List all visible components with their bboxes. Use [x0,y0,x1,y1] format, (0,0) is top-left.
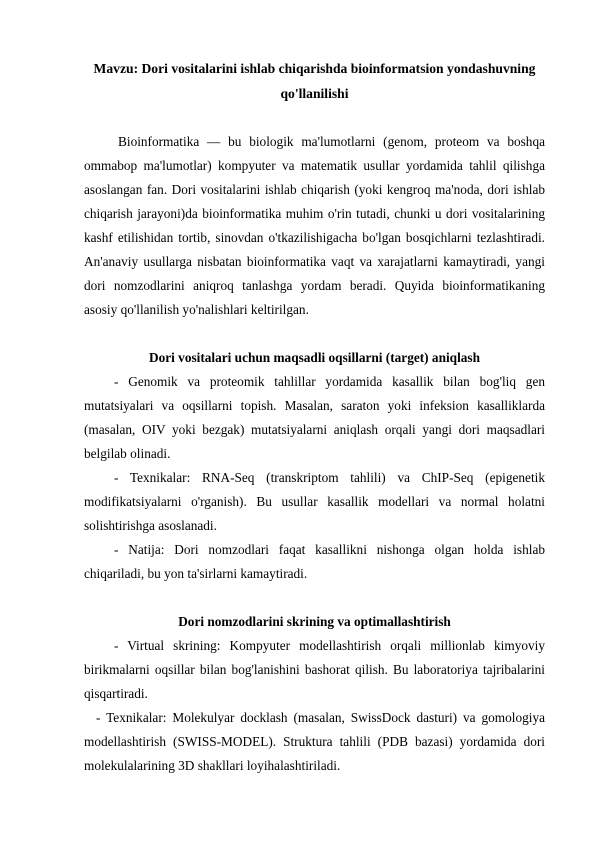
intro-paragraph: Bioinformatika — bu biologik ma'lumotlarni (genom, proteom va boshqa ommabop ma'lumotlar) kompyuter va matematik usullar yordamida tahlil qilishga asoslangan fan. Dori vositalarini ishlab chiqarish (yoki kengroq ma'noda, dori ishlab chiqarish jarayoni)da bioinformatika muhim o'rin tutadi, chunki u dori vositalarining kashf etilishidan tortib, sinovdan o'tkazilishigacha bo'lgan bosqichlarni tezlashtiradi. An'anaviy usullarga nisbatan bioinformatika vaqt va xarajatlarni kamaytiradi, yangi dori nomzodlarini aniqroq tanlashga yordam beradi. Quyida bioinformatikaning asosiy qo'llanilish yo'nalishlari keltirilgan. [84,134,545,317]
list-item: - Genomik va proteomik tahlillar yordamida kasallik bilan bog'liq gen mutatsiyalari va oqsillarni topish. Masalan, saraton yoki infeksion kasalliklarda (masalan, OIV yoki bezgak) mutatsiyalarni aniqlash orqali yangi dori maqsadlari belgilab olinadi. [84,374,545,461]
document-title: Mavzu: Dori vositalarini ishlab chiqarishda bioinformatsion yondashuvning qo'llanilishi [93,61,536,101]
section-heading-screening: Dori nomzodlarini skrining va optimallashtirish [178,614,451,629]
spacer [84,586,545,610]
section-heading-target: Dori vositalari uchun maqsadli oqsillarni (target) aniqlash [149,350,480,365]
list-item: - Natija: Dori nomzodlari faqat kasallikni nishonga olgan holda ishlab chiqariladi, bu yon ta'sirlarni kamaytiradi. [84,542,545,581]
spacer [84,106,545,130]
list-item: - Virtual skrining: Kompyuter modellashtirish orqali millionlab kimyoviy birikmalarni oqsillar bilan bog'lanishini bashorat qilish. Bu laboratoriya tajribalarini qisqartiradi. [84,638,545,701]
list-item: - Texnikalar: Molekulyar docklash (masalan, SwissDock dasturi) va gomologiya modellashtirish (SWISS-MODEL). Struktura tahlili (PDB bazasi) yordamida dori molekulalarining 3D shakllari loyihalashtiriladi. [84,710,545,773]
spacer [84,322,545,346]
list-item: - Texnikalar: RNA-Seq (transkriptom tahlili) va ChIP-Seq (epigenetik modifikatsiyalarni o'rganish). Bu usullar kasallik modellari va normal holatni solishtirishga asoslanadi. [84,470,545,533]
